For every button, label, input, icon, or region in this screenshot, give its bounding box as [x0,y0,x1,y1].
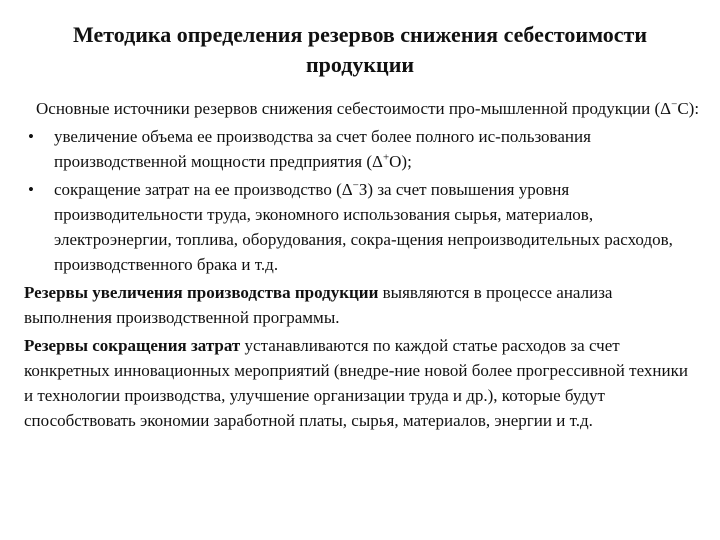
bullet-icon: • [28,127,34,146]
intro-superscript: − [671,98,678,111]
bullet-text-after: З) за счет повышения уровня производительности труда, экономного использования сырья, материалов, электроэнергии, топлива, оборудования, сокра-щения непроизводительных расходов, производственного брака и т.д. [54,180,673,274]
intro-paragraph [24,96,700,121]
cost-reserves-heading: Резервы сокращения затрат [24,336,241,355]
bullet-list [24,124,700,277]
production-reserves-paragraph [24,280,700,330]
slide-title: Методика определения резервов снижения себестоимости продукции [72,22,648,77]
intro-text-after: С): [677,99,700,118]
cost-reserves-paragraph [24,333,700,433]
bullet-superscript: + [382,151,390,164]
bullet-superscript: − [352,179,359,192]
bullet-text-before: сокращение затрат на ее производство (Δ [54,180,353,199]
intro-text-before: Основные источники резервов снижения себестоимости про-мышленной продукции (Δ [36,99,672,118]
bullet-text-before: увеличение объема ее производства за счет более полного ис-пользования производственной мощности предприятия (Δ [54,127,591,171]
slide-body [24,96,700,433]
bullet-text-after: О); [389,152,412,171]
production-reserves-heading: Резервы увеличения производства продукции [24,283,379,302]
cost-reserves-text: устанавливаются по каждой статье расходов за счет конкретных инновационных мероприятий (внедре-ние новой более прогрессивной техники и технологии производства, улучшение организации труда и др.), которые будут способствовать экономии заработной платы, сырья, материалов, энергии и т.д. [24,336,688,430]
bullet-item-costs [24,177,700,277]
bullet-item-volume [24,124,700,174]
bullet-icon: • [28,180,34,199]
production-reserves-text: выявляются в процессе анализа выполнения производственной программы. [24,283,613,327]
